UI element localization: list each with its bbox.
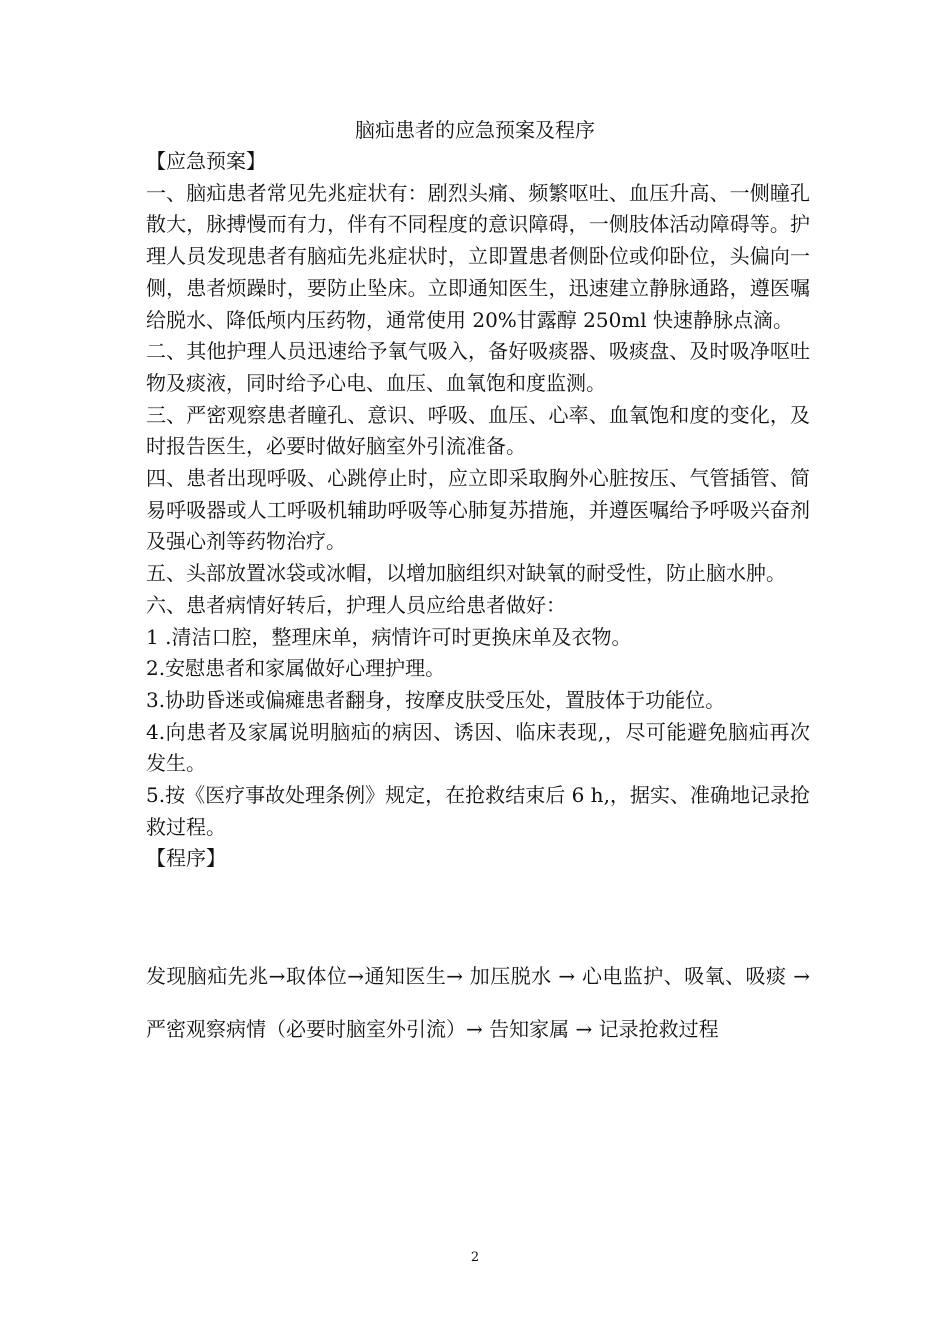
paragraph-4: 四、患者出现呼吸、心跳停止时，应立即采取胸外心脏按压、气管插管、简易呼吸器或人工呼吸机辅助呼吸等心肺复苏措施，并遵医嘱给予呼吸兴奋剂及强心剂等药物治疗。: [146, 466, 810, 554]
procedure-flow: [146, 950, 810, 1056]
paragraph-3: 三、严密观察患者瞳孔、意识、呼吸、血压、心率、血氧饱和度的变化，及时报告医生，必要时做好脑室外引流准备。: [146, 402, 810, 459]
procedure-flow-text: 发现脑疝先兆→取体位→通知医生→ 加压脱水 → 心电监护、吸氧、吸痰 →严密观察病情（必要时脑室外引流）→ 告知家属 → 记录抢救过程: [146, 964, 810, 1041]
paragraph-5: 五、头部放置冰袋或冰帽，以增加脑组织对缺氧的耐受性，防止脑水肿。: [146, 561, 786, 586]
list-item-4: 4.向患者及家属说明脑疝的病因、诱因、临床表现,，尽可能避免脑疝再次发生。: [146, 719, 810, 776]
list-item-2: 2.安慰患者和家属做好心理护理。: [146, 656, 446, 681]
page-number: 2: [470, 1250, 480, 1265]
section-heading-procedure: 【程序】: [146, 846, 226, 871]
paragraph-1: 一、脑疝患者常见先兆症状有：剧烈头痛、频繁呕吐、血压升高、一侧瞳孔散大，脉搏慢而有力，伴有不同程度的意识障碍，一侧肢体活动障碍等。护理人员发现患者有脑疝先兆症状时，立即置患者侧卧位或仰卧位，头偏向一侧，患者烦躁时，要防止坠床。立即通知医生，迅速建立静脉通路，遵医嘱给脱水、降低颅内压药物，通常使用 20%甘露醇 250ml 快速静脉点滴。: [146, 180, 810, 332]
list-item-3: 3.协助昏迷或偏瘫患者翻身，按摩皮肤受压处，置肢体于功能位。: [146, 687, 726, 712]
document-body: [146, 146, 810, 875]
section-heading-plan: 【应急预案】: [146, 149, 266, 173]
paragraph-6: 六、患者病情好转后，护理人员应给患者做好：: [146, 592, 566, 617]
list-item-5: 5.按《医疗事故处理条例》规定，在抢救结束后 6 h,，据实、准确地记录抢救过程。: [146, 783, 810, 839]
paragraph-2: 二、其他护理人员迅速给予氧气吸入，备好吸痰器、吸痰盘、及时吸净呕吐物及痰液，同时给予心电、血压、血氧饱和度监测。: [146, 339, 810, 395]
list-item-1: 1 .清洁口腔，整理床单，病情许可时更换床单及衣物。: [146, 624, 632, 649]
document-title: 脑疝患者的应急预案及程序: [355, 118, 595, 142]
